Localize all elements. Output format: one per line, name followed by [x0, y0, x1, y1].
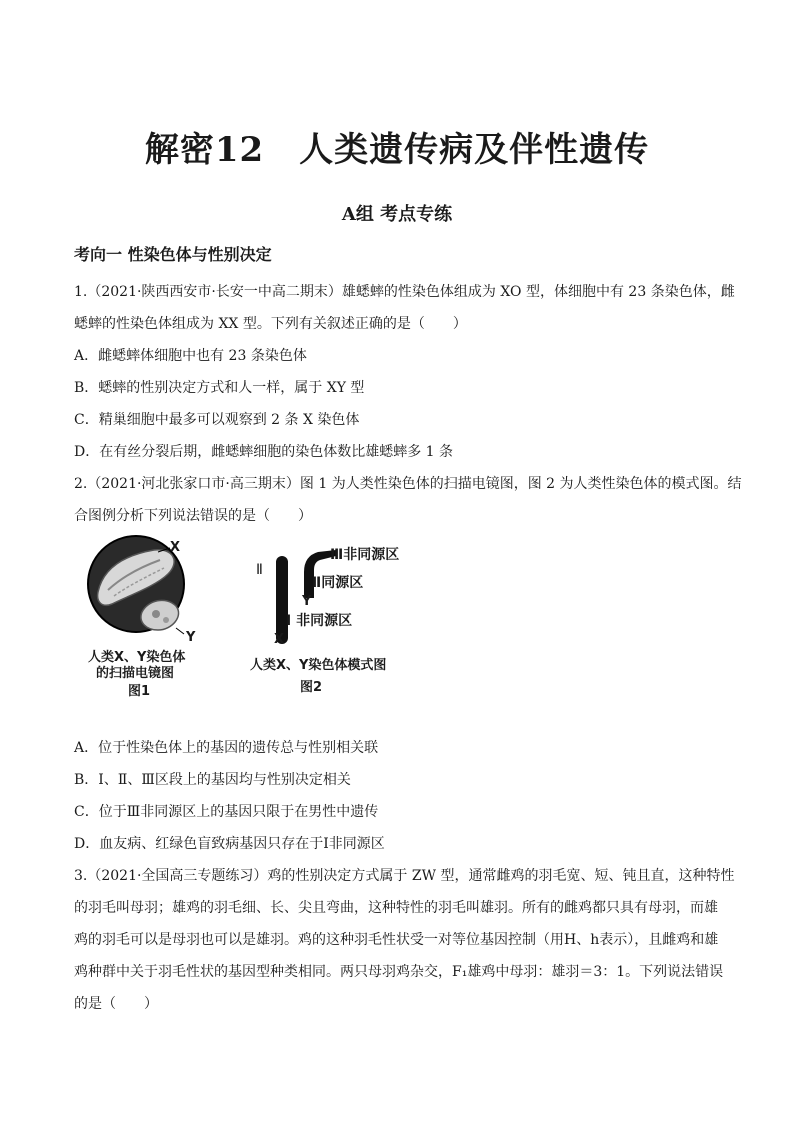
- q2-option-d: D．血友病、红绿色盲致病基因只存在于Ⅰ非同源区: [74, 836, 385, 852]
- figure-2: [250, 540, 420, 695]
- q2-option-b: B．Ⅰ、Ⅱ、Ⅲ区段上的基因均与性别决定相关: [74, 772, 351, 788]
- page-title: 解密12 人类遗传病及伴性遗传: [144, 130, 650, 170]
- fig2-caption-number: 图2: [300, 680, 323, 695]
- q1-stem-line-2: 蟋蟀的性染色体组成为 XX 型。下列有关叙述正确的是（ ）: [74, 316, 467, 332]
- fig2-caption-line-1: 人类X、Y染色体模式图: [250, 658, 387, 673]
- section-heading: 考向一 性染色体与性别决定: [74, 245, 272, 264]
- q2-option-a: A．位于性染色体上的基因的遗传总与性别相关联: [74, 740, 379, 756]
- q3-line-1: 3.（2021·全国高三专题练习）鸡的性别决定方式属于 ZW 型，通常雌鸡的羽毛宽、短、钝且直，这种特性: [74, 868, 735, 884]
- fig2-label-y: Y: [302, 594, 312, 609]
- q2-stem-line-1: 2.（2021·河北张家口市·高三期末）图 1 为人类性染色体的扫描电镜图，图 2 为人类性染色体的模式图。结: [74, 476, 742, 492]
- fig2-label-region-iii: Ⅲ非同源区: [330, 547, 400, 563]
- fig1-caption-number: 图1: [128, 684, 151, 699]
- q3-line-5: 的是（ ）: [74, 996, 158, 1012]
- fig2-label-x: X: [274, 632, 285, 647]
- figure-1: [76, 534, 226, 699]
- fig2-label-region-ii-left: Ⅱ: [256, 562, 263, 578]
- fig1-label-x: X: [170, 540, 181, 555]
- fig2-label-region-i: Ⅰ 非同源区: [286, 613, 353, 629]
- q1-option-d: D．在有丝分裂后期，雌蟋蟀细胞的染色体数比雄蟋蟀多 1 条: [74, 444, 454, 460]
- chromosome-sem-image: [76, 534, 226, 644]
- fig1-caption-line-2: 的扫描电镜图: [96, 666, 175, 681]
- q1-stem-line-1: 1.（2021·陕西西安市·长安一中高二期末）雄蟋蟀的性染色体组成为 XO 型，体细胞中有 23 条染色体，雌: [74, 284, 735, 300]
- fig2-label-region-ii: Ⅱ同源区: [312, 575, 364, 591]
- fig1-label-y: Y: [186, 630, 196, 645]
- q1-option-b: B．蟋蟀的性别决定方式和人一样，属于 XY 型: [74, 380, 365, 396]
- q2-stem-line-2: 合图例分析下列说法错误的是（ ）: [74, 508, 312, 524]
- q3-line-2: 的羽毛叫母羽；雄鸡的羽毛细、长、尖且弯曲，这种特性的羽毛叫雄羽。所有的雌鸡都只具有母羽，而雄: [74, 900, 718, 916]
- q3-line-4: 鸡种群中关于羽毛性状的基因型种类相同。两只母羽鸡杂交，F₁雄鸡中母羽：雄羽＝3：1。下列说法错误: [74, 964, 724, 980]
- fig1-caption-line-1: 人类X、Y染色体: [88, 650, 186, 665]
- group-subtitle: A组 考点专练: [341, 204, 453, 225]
- q2-option-c: C．位于Ⅲ非同源区上的基因只限于在男性中遗传: [74, 804, 379, 820]
- q3-line-3: 鸡的羽毛可以是母羽也可以是雄羽。鸡的这种羽毛性状受一对等位基因控制（用H、h表示），且雌鸡和雄: [74, 932, 719, 948]
- q1-option-a: A．雌蟋蟀体细胞中也有 23 条染色体: [74, 348, 307, 364]
- q1-option-c: C．精巢细胞中最多可以观察到 2 条 X 染色体: [74, 412, 360, 428]
